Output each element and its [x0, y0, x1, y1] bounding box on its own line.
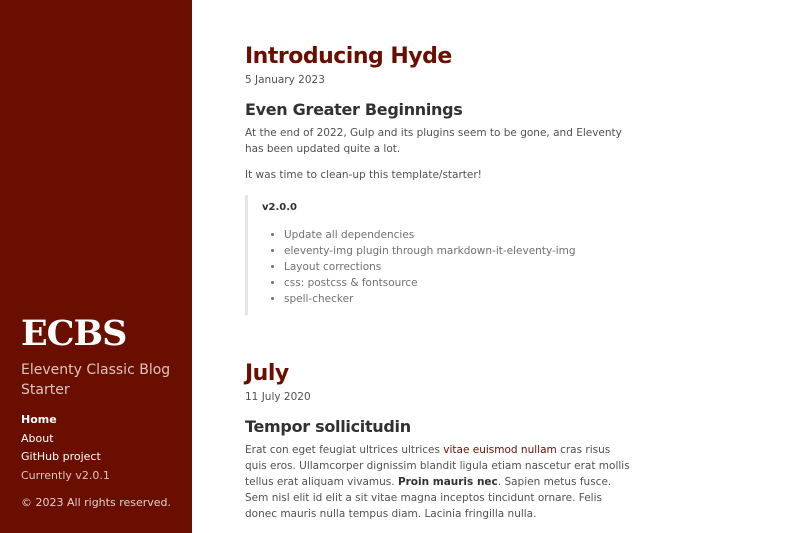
nav-item-about[interactable]: About	[21, 431, 54, 445]
list-item: • css: postcss & fontsource	[284, 275, 630, 291]
list-item: • spell-checker	[284, 291, 630, 307]
changelog-version: v2.0.0	[262, 202, 297, 213]
post-heading: Even Greater Beginnings	[245, 100, 463, 119]
list-item: • Layout corrections	[284, 259, 630, 275]
nav-item-github[interactable]: GitHub project	[21, 450, 101, 463]
post-paragraph	[245, 442, 630, 522]
sidebar-nav	[21, 411, 110, 485]
list-item: • Update all dependencies	[284, 227, 630, 243]
post-paragraph: At the end of 2022, Gulp and its plugins seem to be gone, and Eleventy has been updated quite a lot.	[245, 127, 622, 155]
post-heading: Tempor sollicitudin	[245, 417, 411, 436]
paragraph-text: cras risus quis eros. Ullamcorper dignissim blandit ligula etiam nascetur erat mollis tellus erat aliquam vivamus.	[245, 444, 630, 488]
site-description: Eleventy Classic Blog Starter	[21, 362, 171, 398]
post	[245, 44, 630, 315]
sidebar	[0, 0, 192, 533]
changelog-quote	[245, 195, 630, 315]
nav-item-home[interactable]: Home	[21, 413, 57, 426]
changelog-list	[262, 227, 630, 307]
paragraph-text: . Sapien metus fusce. Sem nisl elit id elit a sit vitae magna inceptos tincidunt ornare. Felis donec mauris nulla tempus diam. Lacinia fringilla nulla.	[245, 476, 612, 520]
post-title[interactable]: July	[245, 361, 289, 386]
paragraph-text: Erat con eget feugiat ultrices ultrices	[245, 444, 444, 456]
list-item: • eleventy-img plugin through markdown-it-eleventy-img	[284, 243, 630, 259]
site-title[interactable]: ECBS	[21, 313, 127, 354]
version-label: Currently v2.0.1	[21, 468, 110, 482]
post-date: 11 July 2020	[245, 391, 311, 403]
post-title[interactable]: Introducing Hyde	[245, 44, 452, 69]
bold-text: Proin mauris nec	[397, 476, 498, 488]
copyright: © 2023 All rights reserved.	[21, 496, 172, 509]
post	[245, 361, 630, 522]
inline-link[interactable]: vitae euismod nullam	[443, 444, 557, 456]
post-date: 5 January 2023	[245, 74, 325, 86]
post-paragraph: It was time to clean-up this template/starter!	[245, 169, 482, 181]
